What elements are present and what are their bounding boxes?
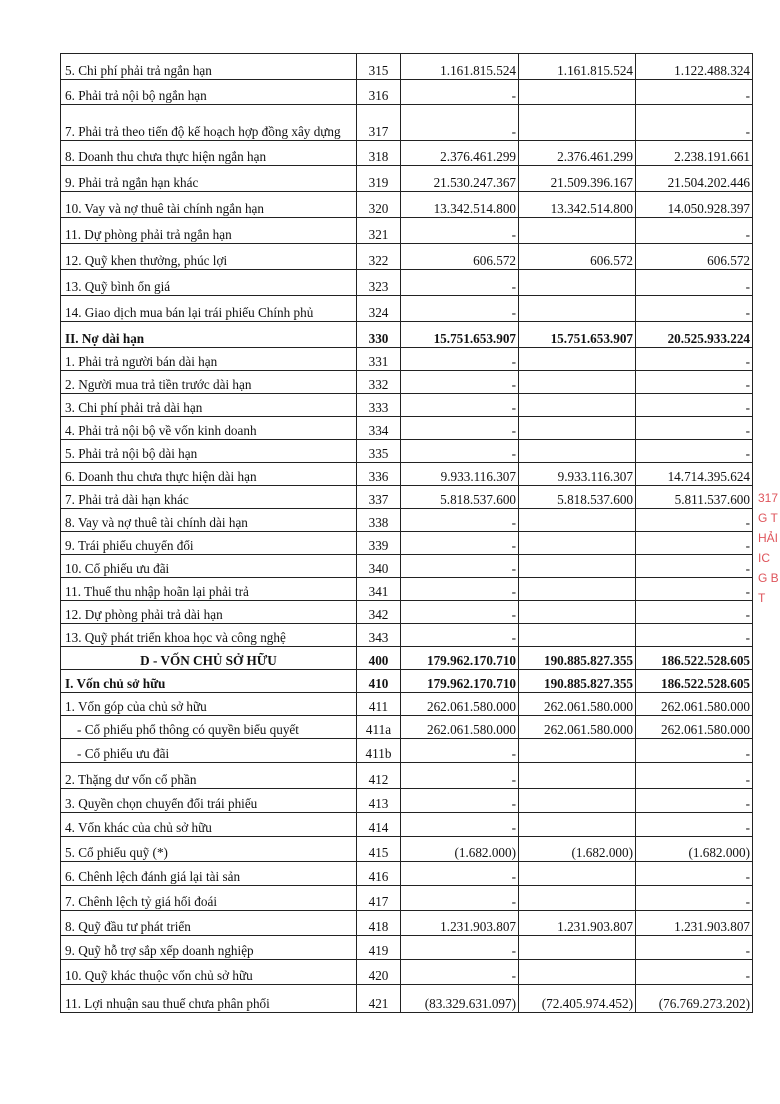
row-code: 343 xyxy=(357,624,401,647)
stamp-text: IC xyxy=(758,551,770,565)
row-code: 339 xyxy=(357,532,401,555)
row-label: 4. Vốn khác của chủ sở hữu xyxy=(61,813,357,837)
stamp-text: T xyxy=(758,591,766,605)
value-col-1: - xyxy=(401,532,519,555)
table-row xyxy=(61,417,753,440)
value-col-3: - xyxy=(636,960,753,985)
row-label: 8. Quỹ đầu tư phát triển xyxy=(61,911,357,936)
table-row xyxy=(61,244,753,270)
value-col-3: 5.811.537.600 xyxy=(636,486,753,509)
value-col-1: - xyxy=(401,270,519,296)
table-row xyxy=(61,739,753,763)
row-code: 415 xyxy=(357,837,401,862)
value-col-1: - xyxy=(401,371,519,394)
row-label: 5. Chi phí phải trả ngắn hạn xyxy=(61,54,357,80)
table-row xyxy=(61,322,753,348)
row-label: 11. Lợi nhuận sau thuế chưa phân phối xyxy=(61,985,357,1013)
value-col-3: - xyxy=(636,296,753,322)
value-col-2: 262.061.580.000 xyxy=(519,716,636,739)
row-code: 333 xyxy=(357,394,401,417)
value-col-2: (72.405.974.452) xyxy=(519,985,636,1013)
row-code: 316 xyxy=(357,80,401,105)
value-col-1: - xyxy=(401,296,519,322)
row-label: 3. Chi phí phải trả dài hạn xyxy=(61,394,357,417)
value-col-2 xyxy=(519,348,636,371)
table-row xyxy=(61,555,753,578)
value-col-3: 14.050.928.397 xyxy=(636,192,753,218)
value-col-1: 2.376.461.299 xyxy=(401,141,519,166)
row-label: II. Nợ dài hạn xyxy=(61,322,357,348)
row-code: 336 xyxy=(357,463,401,486)
value-col-2 xyxy=(519,218,636,244)
value-col-1: 1.161.815.524 xyxy=(401,54,519,80)
table-row xyxy=(61,218,753,244)
row-code: 400 xyxy=(357,647,401,670)
row-label: - Cổ phiếu ưu đãi xyxy=(61,739,357,763)
row-code: 418 xyxy=(357,911,401,936)
table-row xyxy=(61,532,753,555)
value-col-1: - xyxy=(401,440,519,463)
table-row xyxy=(61,693,753,716)
row-code: 324 xyxy=(357,296,401,322)
value-col-1: 15.751.653.907 xyxy=(401,322,519,348)
row-label: 11. Dự phòng phải trả ngắn hạn xyxy=(61,218,357,244)
row-label: 2. Thặng dư vốn cổ phần xyxy=(61,763,357,789)
stamp-text: 317 xyxy=(758,491,779,505)
table-row xyxy=(61,192,753,218)
row-label: 13. Quỹ phát triển khoa học và công nghệ xyxy=(61,624,357,647)
value-col-2: 262.061.580.000 xyxy=(519,693,636,716)
value-col-2 xyxy=(519,813,636,837)
row-label: 11. Thuế thu nhập hoãn lại phải trả xyxy=(61,578,357,601)
value-col-3: - xyxy=(636,886,753,911)
value-col-2 xyxy=(519,417,636,440)
value-col-1: - xyxy=(401,218,519,244)
row-label: 6. Chênh lệch đánh giá lại tài sản xyxy=(61,862,357,886)
value-col-3: 1.231.903.807 xyxy=(636,911,753,936)
value-col-1: - xyxy=(401,789,519,813)
row-label: 8. Vay và nợ thuê tài chính dài hạn xyxy=(61,509,357,532)
table-row xyxy=(61,911,753,936)
value-col-3: - xyxy=(636,417,753,440)
table-row xyxy=(61,960,753,985)
value-col-1: - xyxy=(401,348,519,371)
value-col-3: - xyxy=(636,813,753,837)
value-col-2: 21.509.396.167 xyxy=(519,166,636,192)
row-label: 6. Phải trả nội bộ ngắn hạn xyxy=(61,80,357,105)
value-col-3: - xyxy=(636,936,753,960)
value-col-3: 186.522.528.605 xyxy=(636,647,753,670)
value-col-1: - xyxy=(401,739,519,763)
value-col-1: - xyxy=(401,960,519,985)
value-col-2: 190.885.827.355 xyxy=(519,670,636,693)
row-code: 322 xyxy=(357,244,401,270)
value-col-2: 13.342.514.800 xyxy=(519,192,636,218)
value-col-1: 606.572 xyxy=(401,244,519,270)
row-label: 3. Quyền chọn chuyển đổi trái phiếu xyxy=(61,789,357,813)
table-row xyxy=(61,296,753,322)
value-col-3: - xyxy=(636,509,753,532)
table-row xyxy=(61,394,753,417)
row-label: 2. Người mua trả tiền trước dài hạn xyxy=(61,371,357,394)
value-col-2 xyxy=(519,270,636,296)
row-code: 337 xyxy=(357,486,401,509)
row-code: 417 xyxy=(357,886,401,911)
stamp-text: HẢI xyxy=(758,531,779,545)
table-row xyxy=(61,105,753,141)
value-col-3: - xyxy=(636,532,753,555)
row-code: 420 xyxy=(357,960,401,985)
value-col-3: - xyxy=(636,578,753,601)
row-code: 341 xyxy=(357,578,401,601)
row-label: 12. Dự phòng phải trả dài hạn xyxy=(61,601,357,624)
value-col-3: (76.769.273.202) xyxy=(636,985,753,1013)
table-row xyxy=(61,985,753,1013)
row-label: I. Vốn chủ sở hữu xyxy=(61,670,357,693)
table-row xyxy=(61,837,753,862)
value-col-3: - xyxy=(636,348,753,371)
value-col-3: 606.572 xyxy=(636,244,753,270)
value-col-3: - xyxy=(636,601,753,624)
value-col-2 xyxy=(519,624,636,647)
value-col-3: - xyxy=(636,394,753,417)
row-label: 5. Cổ phiếu quỹ (*) xyxy=(61,837,357,862)
value-col-2 xyxy=(519,509,636,532)
row-code: 412 xyxy=(357,763,401,789)
value-col-1: 1.231.903.807 xyxy=(401,911,519,936)
value-col-2 xyxy=(519,371,636,394)
value-col-2 xyxy=(519,555,636,578)
row-label: - Cổ phiếu phổ thông có quyền biểu quyết xyxy=(61,716,357,739)
table-row xyxy=(61,813,753,837)
value-col-2: 1.231.903.807 xyxy=(519,911,636,936)
row-label: 13. Quỹ bình ổn giá xyxy=(61,270,357,296)
table-row xyxy=(61,166,753,192)
table-row xyxy=(61,647,753,670)
value-col-1: (1.682.000) xyxy=(401,837,519,862)
row-label: 4. Phải trả nội bộ về vốn kinh doanh xyxy=(61,417,357,440)
value-col-1: - xyxy=(401,936,519,960)
stamp-text: G T xyxy=(758,511,778,525)
row-label: 9. Quỹ hỗ trợ sắp xếp doanh nghiệp xyxy=(61,936,357,960)
row-label: 7. Phải trả dài hạn khác xyxy=(61,486,357,509)
value-col-1: 262.061.580.000 xyxy=(401,716,519,739)
row-label: 1. Phải trả người bán dài hạn xyxy=(61,348,357,371)
table-row xyxy=(61,716,753,739)
value-col-2 xyxy=(519,862,636,886)
row-label: 10. Quỹ khác thuộc vốn chủ sở hữu xyxy=(61,960,357,985)
row-label: 7. Phải trả theo tiến độ kế hoạch hợp đồng xây dựng xyxy=(61,105,357,141)
value-col-1: - xyxy=(401,394,519,417)
row-code: 330 xyxy=(357,322,401,348)
table-row xyxy=(61,670,753,693)
table-row xyxy=(61,578,753,601)
value-col-1: - xyxy=(401,555,519,578)
balance-sheet-page xyxy=(60,53,752,1013)
row-code: 410 xyxy=(357,670,401,693)
table-row xyxy=(61,862,753,886)
table-row xyxy=(61,141,753,166)
table-row xyxy=(61,371,753,394)
value-col-3: - xyxy=(636,789,753,813)
value-col-3: - xyxy=(636,218,753,244)
row-label: 6. Doanh thu chưa thực hiện dài hạn xyxy=(61,463,357,486)
value-col-2: 9.933.116.307 xyxy=(519,463,636,486)
row-code: 340 xyxy=(357,555,401,578)
table-row xyxy=(61,348,753,371)
row-label: 1. Vốn góp của chủ sở hữu xyxy=(61,693,357,716)
table-row xyxy=(61,54,753,80)
value-col-2: 15.751.653.907 xyxy=(519,322,636,348)
row-label: 10. Vay và nợ thuê tài chính ngắn hạn xyxy=(61,192,357,218)
table-row xyxy=(61,463,753,486)
value-col-2 xyxy=(519,886,636,911)
value-col-2 xyxy=(519,296,636,322)
value-col-2: 190.885.827.355 xyxy=(519,647,636,670)
row-code: 318 xyxy=(357,141,401,166)
value-col-1: - xyxy=(401,509,519,532)
row-code: 335 xyxy=(357,440,401,463)
value-col-2 xyxy=(519,601,636,624)
value-col-1: 179.962.170.710 xyxy=(401,670,519,693)
value-col-2 xyxy=(519,532,636,555)
value-col-2 xyxy=(519,80,636,105)
value-col-2 xyxy=(519,394,636,417)
row-label: 10. Cổ phiếu ưu đãi xyxy=(61,555,357,578)
row-label: 7. Chênh lệch tỷ giá hối đoái xyxy=(61,886,357,911)
value-col-1: 179.962.170.710 xyxy=(401,647,519,670)
row-label: 14. Giao dịch mua bán lại trái phiếu Chính phủ xyxy=(61,296,357,322)
value-col-1: - xyxy=(401,763,519,789)
value-col-2: (1.682.000) xyxy=(519,837,636,862)
row-code: 319 xyxy=(357,166,401,192)
value-col-1: - xyxy=(401,105,519,141)
row-code: 338 xyxy=(357,509,401,532)
value-col-3: - xyxy=(636,270,753,296)
row-code: 411a xyxy=(357,716,401,739)
table-row xyxy=(61,440,753,463)
value-col-3: 186.522.528.605 xyxy=(636,670,753,693)
table-row xyxy=(61,886,753,911)
value-col-2 xyxy=(519,936,636,960)
table-row xyxy=(61,789,753,813)
row-label: 12. Quỹ khen thưởng, phúc lợi xyxy=(61,244,357,270)
value-col-2 xyxy=(519,789,636,813)
stamp-text: G B xyxy=(758,571,779,585)
red-stamp-fragment xyxy=(758,488,780,628)
value-col-3: 14.714.395.624 xyxy=(636,463,753,486)
value-col-1: - xyxy=(401,813,519,837)
value-col-2: 1.161.815.524 xyxy=(519,54,636,80)
value-col-1: (83.329.631.097) xyxy=(401,985,519,1013)
value-col-2 xyxy=(519,960,636,985)
table-row xyxy=(61,936,753,960)
value-col-1: - xyxy=(401,601,519,624)
value-col-3: 2.238.191.661 xyxy=(636,141,753,166)
value-col-2: 2.376.461.299 xyxy=(519,141,636,166)
row-code: 317 xyxy=(357,105,401,141)
row-code: 421 xyxy=(357,985,401,1013)
value-col-3: - xyxy=(636,739,753,763)
value-col-1: - xyxy=(401,624,519,647)
value-col-3: 262.061.580.000 xyxy=(636,716,753,739)
value-col-3: 262.061.580.000 xyxy=(636,693,753,716)
value-col-1: 9.933.116.307 xyxy=(401,463,519,486)
value-col-3: (1.682.000) xyxy=(636,837,753,862)
row-code: 323 xyxy=(357,270,401,296)
row-label: 5. Phải trả nội bộ dài hạn xyxy=(61,440,357,463)
value-col-3: - xyxy=(636,105,753,141)
value-col-3: 21.504.202.446 xyxy=(636,166,753,192)
table-row xyxy=(61,601,753,624)
table-row xyxy=(61,486,753,509)
value-col-2 xyxy=(519,739,636,763)
value-col-1: 21.530.247.367 xyxy=(401,166,519,192)
value-col-1: 5.818.537.600 xyxy=(401,486,519,509)
row-label: 8. Doanh thu chưa thực hiện ngắn hạn xyxy=(61,141,357,166)
value-col-3: - xyxy=(636,371,753,394)
table-row xyxy=(61,624,753,647)
row-code: 331 xyxy=(357,348,401,371)
row-code: 332 xyxy=(357,371,401,394)
value-col-2 xyxy=(519,105,636,141)
value-col-3: 20.525.933.224 xyxy=(636,322,753,348)
row-code: 320 xyxy=(357,192,401,218)
row-code: 321 xyxy=(357,218,401,244)
value-col-1: 262.061.580.000 xyxy=(401,693,519,716)
value-col-3: - xyxy=(636,80,753,105)
value-col-2: 5.818.537.600 xyxy=(519,486,636,509)
value-col-3: - xyxy=(636,763,753,789)
table-row xyxy=(61,509,753,532)
row-code: 416 xyxy=(357,862,401,886)
row-label: 9. Phải trả ngắn hạn khác xyxy=(61,166,357,192)
value-col-3: - xyxy=(636,862,753,886)
value-col-2: 606.572 xyxy=(519,244,636,270)
value-col-2 xyxy=(519,763,636,789)
balance-sheet-table xyxy=(60,53,753,1013)
row-code: 315 xyxy=(357,54,401,80)
value-col-1: 13.342.514.800 xyxy=(401,192,519,218)
table-row xyxy=(61,270,753,296)
table-row xyxy=(61,80,753,105)
row-code: 413 xyxy=(357,789,401,813)
value-col-3: - xyxy=(636,624,753,647)
value-col-3: - xyxy=(636,555,753,578)
row-code: 419 xyxy=(357,936,401,960)
row-label: 9. Trái phiếu chuyển đổi xyxy=(61,532,357,555)
value-col-1: - xyxy=(401,578,519,601)
row-code: 334 xyxy=(357,417,401,440)
value-col-1: - xyxy=(401,862,519,886)
value-col-1: - xyxy=(401,80,519,105)
row-code: 411 xyxy=(357,693,401,716)
table-body xyxy=(61,54,753,1013)
value-col-2 xyxy=(519,440,636,463)
row-code: 342 xyxy=(357,601,401,624)
row-code: 411b xyxy=(357,739,401,763)
row-code: 414 xyxy=(357,813,401,837)
value-col-1: - xyxy=(401,886,519,911)
value-col-1: - xyxy=(401,417,519,440)
value-col-2 xyxy=(519,578,636,601)
value-col-3: 1.122.488.324 xyxy=(636,54,753,80)
row-label: D - VỐN CHỦ SỞ HỮU xyxy=(61,647,357,670)
table-row xyxy=(61,763,753,789)
value-col-3: - xyxy=(636,440,753,463)
